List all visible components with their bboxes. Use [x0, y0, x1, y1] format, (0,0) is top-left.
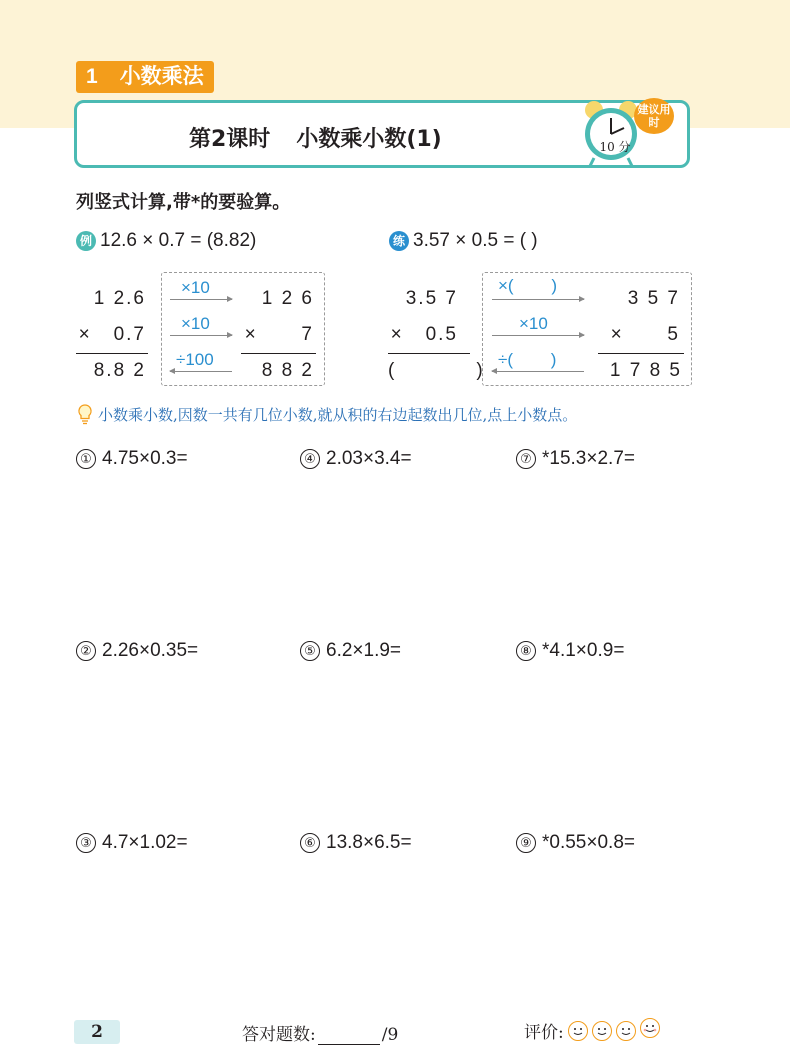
arrow-right-icon	[492, 335, 584, 336]
practice-left-line-1: 3.5 7	[405, 288, 458, 309]
example-left-rule	[76, 353, 148, 354]
suggested-time-badge: 建议用时	[634, 98, 674, 134]
practice-right-line-2: × 5	[610, 324, 680, 345]
problem-1[interactable]	[76, 448, 188, 470]
problem-expression: 2.26×0.35=	[102, 640, 199, 661]
example-right-rule	[241, 353, 316, 354]
practice-left-line-2: × 0.5	[390, 324, 458, 345]
practice-right-line-1: 3 5 7	[627, 288, 680, 309]
practice-expression: 3.57 × 0.5 = ( )	[413, 230, 538, 251]
practice-op-3-blank[interactable]: ÷( )	[498, 350, 557, 369]
problem-expression: *0.55×0.8=	[542, 832, 635, 853]
problem-number: ④	[300, 449, 320, 469]
score-line	[242, 1020, 398, 1045]
eval-label: 评价:	[524, 1023, 564, 1043]
practice-left-rule	[388, 353, 470, 354]
problem-number: ⑤	[300, 641, 320, 661]
lesson-title: 小数乘小数(1)	[296, 127, 442, 152]
problem-8[interactable]	[516, 640, 624, 662]
problem-number: ⑦	[516, 449, 536, 469]
practice-tag: 练	[389, 231, 409, 251]
problem-5[interactable]	[300, 640, 401, 662]
suggested-time-value: 10 分	[599, 140, 631, 154]
example-left-line-1: 1 2.6	[93, 288, 146, 309]
problem-number: ③	[76, 833, 96, 853]
star-smiley-face-icon[interactable]	[640, 1018, 660, 1038]
instruction-text: 列竖式计算,带*的要验算。	[76, 192, 291, 213]
evaluation	[524, 1018, 660, 1043]
smiley-face-icon[interactable]	[568, 1021, 588, 1041]
practice-right-result: 1 7 8 5	[609, 360, 682, 381]
practice-op-1-blank[interactable]: ×( )	[498, 276, 558, 295]
example-expression: 12.6 × 0.7 = (8.82)	[100, 230, 257, 251]
problem-2[interactable]	[76, 640, 198, 662]
arrow-left-icon	[492, 371, 584, 372]
problem-number: ②	[76, 641, 96, 661]
example-line	[76, 230, 256, 252]
alarm-clock-icon	[580, 96, 690, 170]
problem-expression: *4.1×0.9=	[542, 640, 625, 661]
practice-op-2: ×10	[519, 314, 548, 333]
example-left-line-2: × 0.7	[78, 324, 146, 345]
problem-expression: 2.03×3.4=	[326, 448, 412, 469]
practice-line	[389, 230, 538, 252]
problem-number: ⑥	[300, 833, 320, 853]
score-total: /9	[381, 1025, 399, 1045]
problem-expression: 13.8×6.5=	[326, 832, 412, 853]
example-tag: 例	[76, 231, 96, 251]
example-op-3: ÷100	[176, 350, 214, 369]
score-label: 答对题数:	[242, 1025, 316, 1045]
score-input[interactable]	[318, 1027, 380, 1045]
arrow-right-icon	[170, 299, 232, 300]
example-right-result: 8 8 2	[261, 360, 314, 381]
unit-title: 小数乘法	[119, 65, 204, 88]
arrow-right-icon	[170, 335, 232, 336]
problem-expression: 6.2×1.9=	[326, 640, 402, 661]
problem-number: ⑨	[516, 833, 536, 853]
problem-7[interactable]	[516, 448, 635, 470]
smiley-face-icon[interactable]	[616, 1021, 636, 1041]
problem-number: ⑧	[516, 641, 536, 661]
example-left-result: 8.8 2	[93, 360, 146, 381]
tip-text: 小数乘小数,因数一共有几位小数,就从积的右边起数出几位,点上小数点。	[98, 405, 578, 424]
practice-left-result-blank[interactable]: ( )	[388, 360, 485, 381]
arrow-right-icon	[492, 299, 584, 300]
practice-right-rule	[598, 353, 684, 354]
smiley-face-icon[interactable]	[592, 1021, 612, 1041]
problem-expression: 4.7×1.02=	[102, 832, 188, 853]
lesson-label: 第2课时	[189, 127, 271, 152]
example-right-line-1: 1 2 6	[261, 288, 314, 309]
problem-number: ①	[76, 449, 96, 469]
example-right-line-2: × 7	[244, 324, 314, 345]
tip-line	[76, 402, 577, 426]
unit-number: 1	[86, 65, 98, 88]
problem-6[interactable]	[300, 832, 412, 854]
page-number: 2	[74, 1020, 120, 1044]
arrow-left-icon	[170, 371, 232, 372]
problem-expression: *15.3×2.7=	[542, 448, 635, 469]
problem-4[interactable]	[300, 448, 412, 470]
problem-3[interactable]	[76, 832, 188, 854]
lightbulb-icon	[76, 402, 94, 426]
problem-expression: 4.75×0.3=	[102, 448, 188, 469]
example-op-1: ×10	[181, 278, 210, 297]
problem-9[interactable]	[516, 832, 635, 854]
unit-tag	[76, 61, 214, 93]
example-op-2: ×10	[181, 314, 210, 333]
